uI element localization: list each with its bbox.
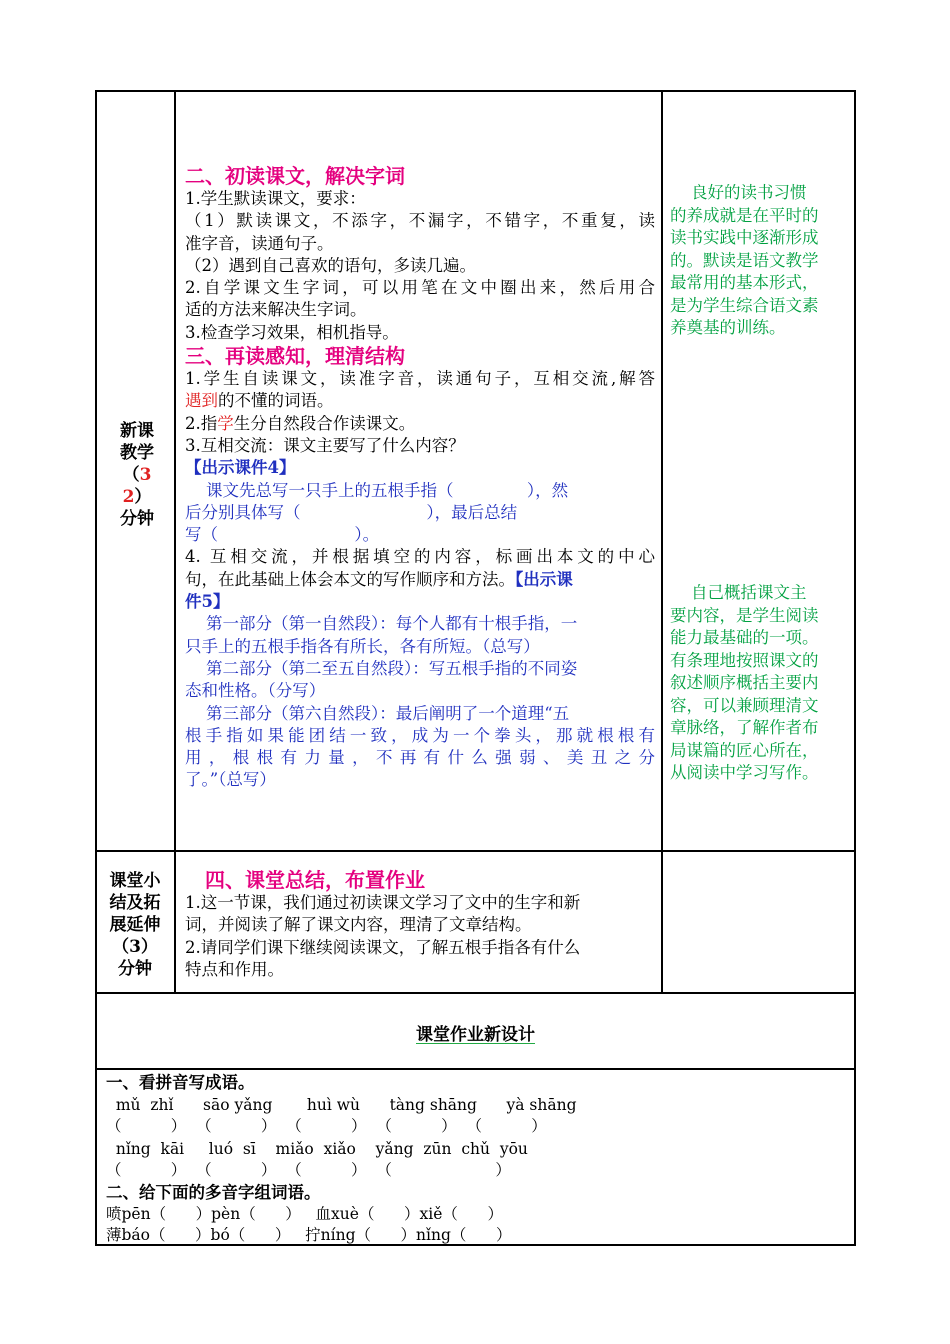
homework-title: 课堂作业新设计 [416, 1025, 535, 1045]
teaching-note-1: 良好的读书习惯 的养成就是在平时的 读书实践中逐渐形成 的。默读是语文教学 最常用的基本形式， 是为学生综合语文素 养奠基的训练。 [670, 183, 819, 337]
table-border-top [95, 90, 856, 92]
courseware-tag: 件5】 [185, 592, 230, 612]
pinyin-row: nǐng kāi luó sī miǎo xiǎo yǎng zūn chǔ yōu [106, 1140, 528, 1158]
summary-label: 课堂小 结及拓 展延伸 （3） 分钟 [109, 871, 161, 979]
table-border-left [95, 90, 97, 1246]
section-title: 四、课堂总结，布置作业 [205, 868, 425, 892]
homework-part1-title: 一、看拼音写成语。 [106, 1073, 255, 1092]
courseware-tag: 【出示课 [515, 569, 573, 589]
section-title: 二、初读课文，解决字词 [185, 164, 405, 188]
table-row-divider [95, 1068, 856, 1070]
pinyin-row: mǔ zhǐ sāo yǎng huì wù tàng shāng yà shāng [106, 1096, 577, 1114]
section-title: 三、再读感知，理清结构 [185, 344, 405, 369]
table-row-divider [95, 992, 856, 994]
polyphone-row: 喷pēn（ ）pèn（ ） 血xuè（ ）xiě（ ） [106, 1205, 503, 1223]
summary-content: 四、课堂总结，布置作业 1.这一节课，我们通过初读课文学习了文中的生字和新 词，并阅读了解了课文内容，理清了文章结构。 2.请同学们课下继续阅读课文，了解五根手指各有什么 特点和作用。 [185, 868, 645, 981]
table-row-divider [95, 850, 856, 852]
table-col-divider [174, 90, 176, 994]
new-lesson-label: 新课教学（3 2）分钟 [120, 421, 154, 529]
new-lesson-content: 二、初读课文，解决字词 1.学生默读课文，要求： （1）默读课文，不添字，不漏字，不错字，不重复，读 准字音，读通句子。 （2）遇到自己喜欢的语句，多读几遍。 2.自学课文生字词，可以用笔在文中圈出来，然后用合 适的方法来解决生字词。 3.检查学习效果，相机指导。 三、再读感知，理清结构 1.学生自读课文，读准字音，读通句子，互相交流,解答 遇到的不懂的词语。 2.指学生分自然段合作读课文。 3.互相交流：课文主要写了什么内容？ 【出示课件4】 课文先总写一只手上的五根手指（ ），然 后分别具体写（ ），最后总结 写（ ）。 4. 互相交流，并根据填空的内容，标画出本文的中心 句，在此基础上体会本文的写作顺序和方法。【出示课 件5】 第一部分（第一自然段）：每个人都有十根手指，一 只手上的五根手指各有所长，各有所短。（总写） 第二部分（第二至五自然段）：写五根手指的不同姿 态和性格。（分写） 第三部分（第六自然段）：最后阐明了一个道理“五 根手指如果能团结一致，成为一个拳头，那就根根有 用，根根有力量，不再有什么强弱、美丑之分 了。”（总写） [185, 164, 655, 790]
table-col-divider [661, 90, 663, 994]
polyphone-row: 薄báo（ ）bó（ ） 拧níng（ ）nǐng（ ） [106, 1226, 512, 1244]
blank-row: （ ） （ ） （ ） （ ） （ ） [106, 1117, 547, 1135]
blank-row: （ ） （ ） （ ） （ ） [106, 1161, 511, 1179]
table-border-right [854, 90, 856, 1246]
courseware-tag: 【出示课件4】 [185, 458, 296, 478]
homework-part2-title: 二、给下面的多音字组词语。 [106, 1183, 321, 1202]
teaching-note-2: 自己概括课文主 要内容，是学生阅读 能力最基础的一项。 有条理地按照课文的 叙述顺序概括主要内 容，可以兼顾理清文 章脉络，了解作者布 局谋篇的匠心所在， 从阅读中学习写作。 [670, 583, 819, 782]
